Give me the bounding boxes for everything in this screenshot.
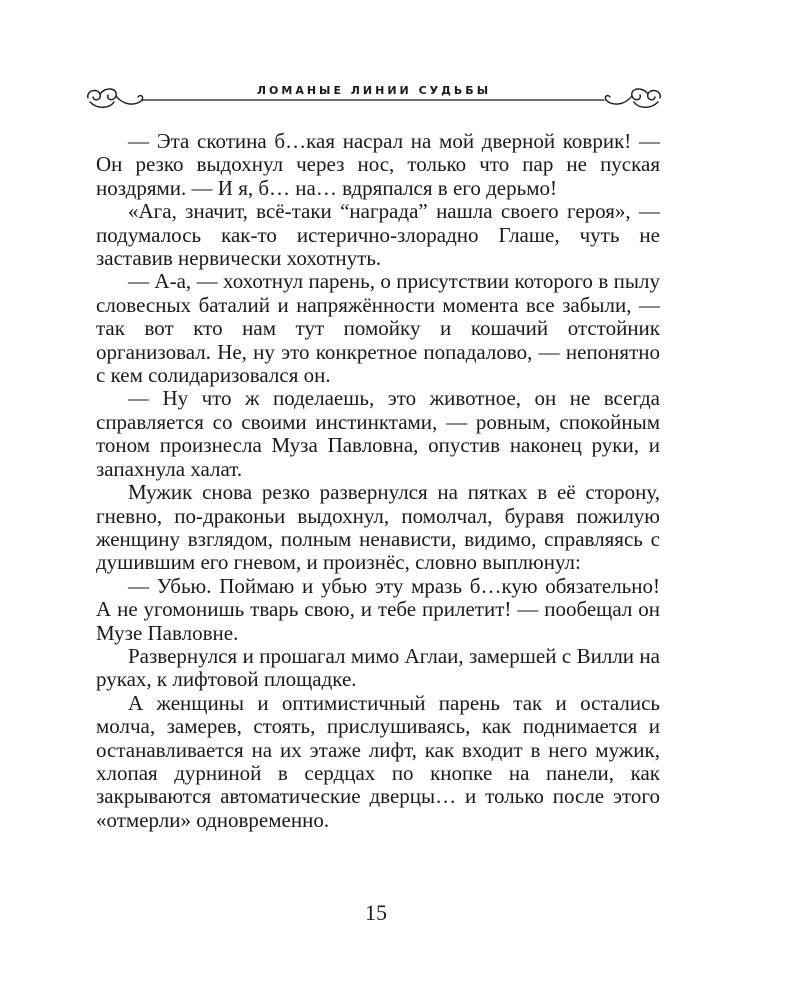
paragraph: — Ну что ж поделаешь, это животное, он не всегда справляется со своими инстинктами, — ровным, спокойным тоном произнесла Муза Павловна, опустив наконец руки, и запахнула халат. [96,386,660,481]
page-number: 15 [365,900,387,925]
paragraph: — А-а, — хохотнул парень, о присутствии которого в пылу словесных баталий и напряжённости момента все забыли, — так вот кто нам тут помойку и кошачий отстойник организовал. Не, ну это конкретное попадалово, — непонятно с кем солидаризовался он. [96,269,660,388]
running-header [84,80,664,120]
body-text [96,130,660,832]
paragraph: — Эта скотина б…кая насрал на мой дверной коврик! — Он резко выдохнул через нос, только что пар не пуская ноздрями. — И я, б… на… вдряпался в его дерьмо! [96,129,660,200]
paragraph: «Ага, значит, всё-таки “награда” нашла своего героя», — подумалось как-то истерично-злорадно Глаше, чуть не заставив нервически хохотнуть. [96,199,660,271]
paragraph: — Убью. Поймаю и убью эту мразь б…кую обязательно! А не угомонишь тварь свою, и тебе прилетит! — пообещал он Музе Павловне. [96,573,660,645]
paragraph: А женщины и оптимистичный парень так и остались молча, замерев, стоять, прислушиваясь, как поднимается и останавливается на их этаже лифт, как входит в него мужик, хлопая дурниной в сердцах по кнопке на панели, как закрываются автоматические дверцы… и только после этого «отмерли» одновременно. [96,690,660,832]
paragraph: Развернулся и прошагал мимо Аглаи, замершей с Вилли на руках, к лифтовой площадке. [96,643,660,692]
paragraph: Мужик снова резко развернулся на пятках в её сторону, гневно, по-драконьи выдохнул, помолчал, буравя пожилую женщину взглядом, полным ненависти, видимо, справляясь с душившим его гневом, и произнёс, словно выплюнул: [96,480,660,575]
running-header-title: ЛОМАНЫЕ ЛИНИИ СУДЬБЫ [256,84,492,97]
